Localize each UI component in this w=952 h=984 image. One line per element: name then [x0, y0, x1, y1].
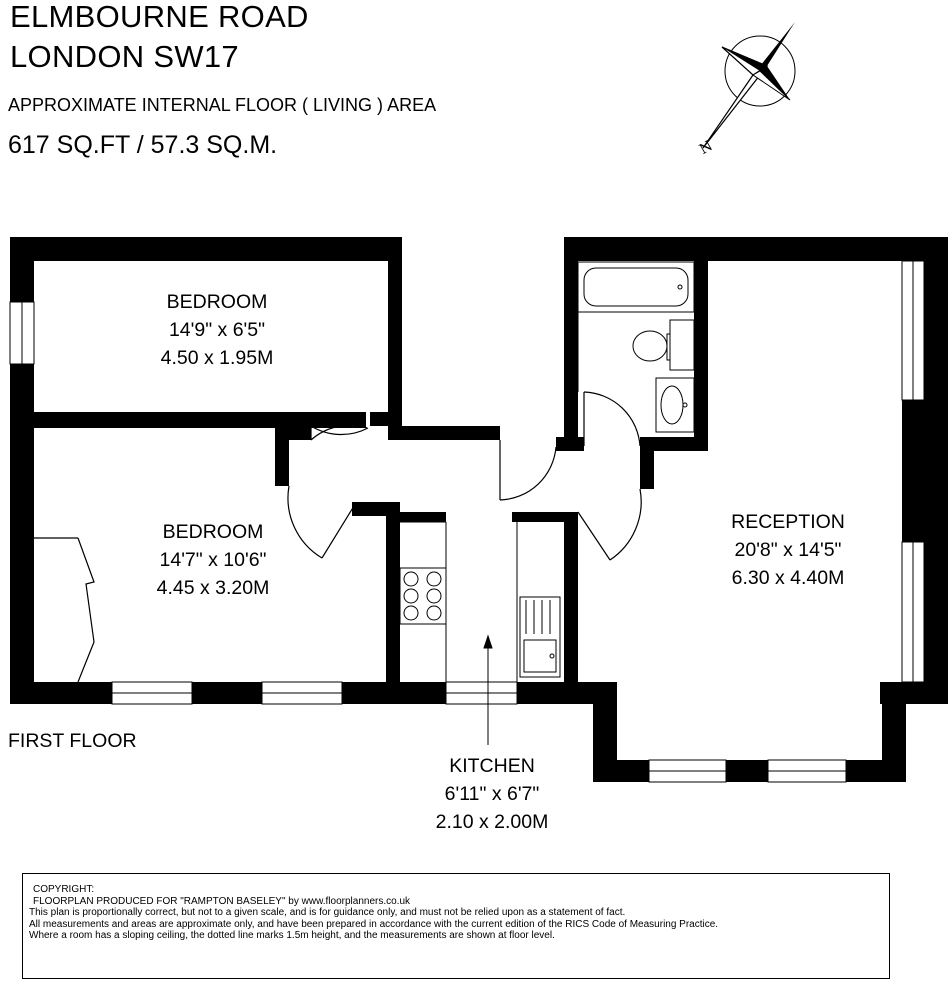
copyright-line-4: Where a room has a sloping ceiling, the dotted line marks 1.5m height, and the measurements are shown at floor level. [29, 930, 555, 941]
bedroom2-name: BEDROOM [162, 521, 264, 543]
reception-name: RECEPTION [731, 511, 845, 533]
bedroom2-label [123, 518, 303, 602]
title-line-1: ELMBOURNE ROAD [10, 0, 309, 34]
bedroom1-imperial: 14'9" x 6'5" [168, 319, 266, 341]
compass-rose-icon [703, 22, 795, 148]
bedroom1-metric: 4.50 x 1.95M [160, 347, 274, 369]
reception-imperial: 20'8" x 14'5" [734, 539, 842, 561]
bedroom1-name: BEDROOM [166, 291, 268, 313]
copyright-line-2: This plan is proportionally correct, but not to a given scale, and is for guidance only, and must not be relied upon as a statement of fact. [29, 907, 626, 918]
reception-label [688, 508, 888, 592]
bedroom2-imperial: 14'7" x 10'6" [159, 549, 267, 571]
bathroom-fixtures [578, 262, 694, 432]
area-caption: APPROXIMATE INTERNAL FLOOR ( LIVING ) AREA [8, 95, 437, 115]
kitchen-name: KITCHEN [449, 755, 535, 777]
bedroom2-metric: 4.45 x 3.20M [156, 577, 270, 599]
area-value: 617 SQ.FT / 57.3 SQ.M. [8, 131, 278, 159]
kitchen-metric: 2.10 x 2.00M [435, 811, 549, 833]
copyright-line-3: All measurements and areas are approximate only, and have been prepared in accordance with the current edition of the RICS Code of Measuring Practice. [29, 918, 719, 930]
kitchen-fixtures [400, 522, 560, 745]
kitchen-imperial: 6'11" x 6'7" [444, 783, 540, 805]
copyright-line-1: FLOORPLAN PRODUCED FOR "RAMPTON BASELEY" by www.floorplanners.co.uk [33, 895, 411, 907]
copyright-title: COPYRIGHT: [33, 884, 95, 895]
kitchen-label [392, 752, 592, 836]
copyright-box [22, 873, 890, 979]
bedroom1-label [127, 288, 307, 372]
reception-metric: 6.30 x 4.40M [731, 567, 845, 589]
compass-north-label: N [696, 138, 716, 158]
title-line-2: LONDON SW17 [10, 39, 239, 74]
floor-label: FIRST FLOOR [8, 730, 137, 752]
